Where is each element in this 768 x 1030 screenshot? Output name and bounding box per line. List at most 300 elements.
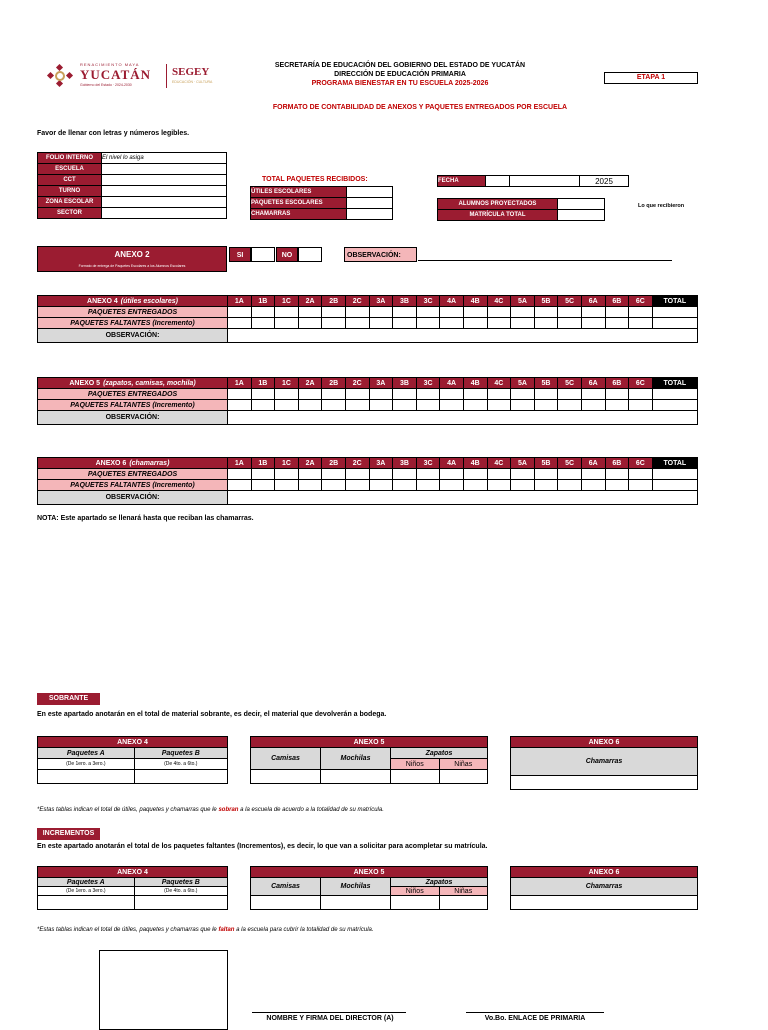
cct-field[interactable] <box>102 175 227 186</box>
anexo4-entregados-cell-6A[interactable] <box>581 307 605 318</box>
enlace-signature-line[interactable] <box>466 1012 604 1013</box>
anexo6-group-3C: 3C <box>416 458 440 469</box>
anexo5-total-header: TOTAL <box>652 378 697 389</box>
incrementos-pb-field[interactable] <box>134 896 227 910</box>
anexo4-group-6C: 6C <box>629 296 653 307</box>
anexo5-group-3B: 3B <box>393 378 417 389</box>
anexo5-faltantes-cell-5A[interactable] <box>511 400 535 411</box>
anexo4-group-2B: 2B <box>322 296 346 307</box>
instruction: Favor de llenar con letras y números legibles. <box>37 130 190 137</box>
sobrante-pb-sub: (De 4to. a 6to.) <box>134 759 227 770</box>
anexo6-group-5C: 5C <box>558 458 582 469</box>
anexo4-entregados-cell-4A[interactable] <box>440 307 464 318</box>
incrementos-pa: Paquetes A <box>38 878 135 887</box>
anexo6-entregados-cell-4B[interactable] <box>463 469 487 480</box>
totals-table <box>250 186 393 220</box>
anexo5-faltantes-cell-2B[interactable] <box>322 400 346 411</box>
anexo4-observacion-field[interactable] <box>228 329 698 343</box>
anexo4-row-entregados: PAQUETES ENTREGADOS <box>38 307 228 318</box>
sobrante-ninos-field[interactable] <box>391 770 440 784</box>
anexo4-group-3B: 3B <box>393 296 417 307</box>
sobrante-anexo6-table <box>510 736 698 790</box>
anexo6-entregados-cell-1A[interactable] <box>228 469 252 480</box>
sobrante-ninos: Niños <box>391 759 440 770</box>
anexo6-entregados-cell-2B[interactable] <box>322 469 346 480</box>
anexo6-subtitle: (chamarras) <box>129 459 170 467</box>
anexo5-group-2B: 2B <box>322 378 346 389</box>
anexo4-entregados-cell-2A[interactable] <box>298 307 322 318</box>
logo-agency: SEGEY <box>172 66 210 78</box>
anexo5-row-faltantes: PAQUETES FALTANTES (Incremento) <box>38 400 228 411</box>
anexo5-group-6A: 6A <box>581 378 605 389</box>
incrementos-pb: Paquetes B <box>134 878 227 887</box>
matricula-label: MATRÍCULA TOTAL <box>438 210 558 221</box>
anexo2-no-checkbox[interactable] <box>298 247 322 262</box>
anexo4-faltantes-cell-5C[interactable] <box>558 318 582 329</box>
sobrante-anexo4-table <box>37 736 228 784</box>
anexo4-faltantes-cell-5A[interactable] <box>511 318 535 329</box>
anexo6-faltantes-cell-5A[interactable] <box>511 480 535 491</box>
incrementos-chamarras-field[interactable] <box>511 896 698 910</box>
sobrante-anexo5-table <box>250 736 488 784</box>
anexo5-faltantes-total[interactable] <box>652 400 697 411</box>
anexo5-faltantes-cell-2C[interactable] <box>345 400 369 411</box>
anexo5-group-5A: 5A <box>511 378 535 389</box>
paquetes-label: PAQUETES ESCOLARES <box>251 198 347 209</box>
anexo4-faltantes-cell-2A[interactable] <box>298 318 322 329</box>
anexo4-group-4B: 4B <box>463 296 487 307</box>
anexo5-group-1C: 1C <box>275 378 299 389</box>
anexo5-faltantes-cell-3A[interactable] <box>369 400 393 411</box>
anexo5-entregados-cell-3A[interactable] <box>369 389 393 400</box>
anexo4-faltantes-cell-5B[interactable] <box>534 318 558 329</box>
anexo4-faltantes-cell-6C[interactable] <box>629 318 653 329</box>
incrementos-pa-field[interactable] <box>38 896 135 910</box>
anexo6-entregados-cell-2A[interactable] <box>298 469 322 480</box>
sobrante-camisas-field[interactable] <box>251 770 321 784</box>
anexo4-group-2C: 2C <box>345 296 369 307</box>
sobrante-ninas-field[interactable] <box>439 770 488 784</box>
anexo6-faltantes-cell-6A[interactable] <box>581 480 605 491</box>
nota: NOTA: Este apartado se llenará hasta que reciban las chamarras. <box>37 515 254 522</box>
anexo2-no-label: NO <box>276 247 298 262</box>
anexo6-entregados-cell-6A[interactable] <box>581 469 605 480</box>
anexo5-group-2C: 2C <box>345 378 369 389</box>
incrementos-note-pre: *Estas tablas indican el total de útiles, paquetes y chamarras que le <box>37 927 219 933</box>
anexo4-grid <box>37 295 698 343</box>
date-table <box>437 175 629 187</box>
anexo4-entregados-cell-3A[interactable] <box>369 307 393 318</box>
incrementos-mochilas: Mochilas <box>321 878 391 896</box>
sobrante-note-pre: *Estas tablas indican el total de útiles, paquetes y chamarras que le <box>37 807 219 813</box>
anexo4-entregados-cell-1B[interactable] <box>251 307 275 318</box>
paquetes-field[interactable] <box>347 198 393 209</box>
anexo6-entregados-cell-4C[interactable] <box>487 469 511 480</box>
anexo5-group-1B: 1B <box>251 378 275 389</box>
anexo5-observacion-field[interactable] <box>228 411 698 425</box>
anexo5-group-1A: 1A <box>228 378 252 389</box>
header-line2: DIRECCIÓN DE EDUCACIÓN PRIMARIA <box>334 71 466 78</box>
anexo5-group-5B: 5B <box>534 378 558 389</box>
anexo4-faltantes-cell-4A[interactable] <box>440 318 464 329</box>
anexo6-group-2C: 2C <box>345 458 369 469</box>
anexo6-entregados-cell-1B[interactable] <box>251 469 275 480</box>
anexo6-total-header: TOTAL <box>652 458 697 469</box>
sobrante-zapatos: Zapatos <box>391 748 488 759</box>
turno-label: TURNO <box>38 186 102 197</box>
anexo6-entregados-total[interactable] <box>652 469 697 480</box>
anexo4-entregados-cell-5A[interactable] <box>511 307 535 318</box>
incrementos-ninas-field[interactable] <box>439 896 488 910</box>
sobrante-a4-title: ANEXO 4 <box>38 737 228 748</box>
anexo4-group-3C: 3C <box>416 296 440 307</box>
total-received-title: TOTAL PAQUETES RECIBIDOS: <box>262 176 368 183</box>
anexo6-entregados-cell-3A[interactable] <box>369 469 393 480</box>
incrementos-pb-sub: (De 4to. a 6to.) <box>134 887 227 896</box>
anexo4-faltantes-cell-3C[interactable] <box>416 318 440 329</box>
incrementos-a6-title: ANEXO 6 <box>511 867 698 878</box>
anexo6-faltantes-cell-5C[interactable] <box>558 480 582 491</box>
folio-label: FOLIO INTERNO <box>38 153 102 164</box>
anexo4-faltantes-cell-3A[interactable] <box>369 318 393 329</box>
anexo5-entregados-cell-5B[interactable] <box>534 389 558 400</box>
anexo2-obs-label: OBSERVACIÓN: <box>344 247 417 262</box>
anexo4-faltantes-cell-6B[interactable] <box>605 318 629 329</box>
anexo6-grid <box>37 457 698 505</box>
anexo4-entregados-cell-5C[interactable] <box>558 307 582 318</box>
anexo4-faltantes-cell-3B[interactable] <box>393 318 417 329</box>
anexo4-group-4A: 4A <box>440 296 464 307</box>
header-line3: PROGRAMA BIENESTAR EN TU ESCUELA 2025-2026 <box>311 80 489 87</box>
anexo6-entregados-cell-3B[interactable] <box>393 469 417 480</box>
anexo4-group-1C: 1C <box>275 296 299 307</box>
anexo5-entregados-cell-1A[interactable] <box>228 389 252 400</box>
sobrante-pb-field[interactable] <box>134 770 227 784</box>
incrementos-camisas: Camisas <box>251 878 321 896</box>
anexo6-faltantes-total[interactable] <box>652 480 697 491</box>
chamarras-label: CHAMARRAS <box>251 209 347 220</box>
incrementos-zapatos: Zapatos <box>391 878 488 887</box>
anexo4-entregados-cell-3B[interactable] <box>393 307 417 318</box>
anexo6-group-5A: 5A <box>511 458 535 469</box>
anexo5-faltantes-cell-1A[interactable] <box>228 400 252 411</box>
logo-brand: YUCATÁN <box>80 67 152 82</box>
anexo2-title-box <box>37 246 227 272</box>
incrementos-badge: INCREMENTOS <box>37 828 100 840</box>
director-signature-line[interactable] <box>252 1012 406 1013</box>
incrementos-ninos: Niños <box>391 887 440 896</box>
anexo5-faltantes-cell-5B[interactable] <box>534 400 558 411</box>
fecha-month-field[interactable] <box>510 176 580 187</box>
anexo6-faltantes-cell-1A[interactable] <box>228 480 252 491</box>
anexo6-faltantes-cell-4C[interactable] <box>487 480 511 491</box>
anexo6-entregados-cell-5C[interactable] <box>558 469 582 480</box>
anexo5-group-5C: 5C <box>558 378 582 389</box>
incrementos-anexo5-table <box>250 866 488 910</box>
incrementos-chamarras: Chamarras <box>511 878 698 896</box>
incrementos-a4-title: ANEXO 4 <box>38 867 228 878</box>
anexo5-faltantes-cell-4A[interactable] <box>440 400 464 411</box>
anexo4-group-5A: 5A <box>511 296 535 307</box>
utiles-field[interactable] <box>347 187 393 198</box>
incrementos-ninos-field[interactable] <box>391 896 440 910</box>
anexo2-subtitle: Formato de entrega de Paquetes Escolares a los Alumnos Escolares <box>78 264 186 268</box>
zona-field[interactable] <box>102 197 227 208</box>
anexo6-faltantes-cell-3A[interactable] <box>369 480 393 491</box>
anexo5-row-entregados: PAQUETES ENTREGADOS <box>38 389 228 400</box>
anexo4-entregados-cell-4C[interactable] <box>487 307 511 318</box>
anexo5-faltantes-cell-4B[interactable] <box>463 400 487 411</box>
anexo6-faltantes-cell-1C[interactable] <box>275 480 299 491</box>
sobrante-chamarras-field[interactable] <box>511 776 698 790</box>
anexo6-observacion-field[interactable] <box>228 491 698 505</box>
sobrante-mochilas-field[interactable] <box>321 770 391 784</box>
anexo4-subtitle: (útiles escolares) <box>120 297 178 305</box>
anexo6-group-1B: 1B <box>251 458 275 469</box>
anexo6-group-1A: 1A <box>228 458 252 469</box>
sobrante-a6-title: ANEXO 6 <box>511 737 698 748</box>
anexo4-faltantes-cell-2C[interactable] <box>345 318 369 329</box>
anexo5-group-4A: 4A <box>440 378 464 389</box>
logo-tagline-bottom: Gobierno del Estado · 2024-2030 <box>80 83 132 87</box>
anexo6-entregados-cell-6B[interactable] <box>605 469 629 480</box>
anexo6-faltantes-cell-4A[interactable] <box>440 480 464 491</box>
cct-label: CCT <box>38 175 102 186</box>
anexo6-entregados-cell-1C[interactable] <box>275 469 299 480</box>
anexo6-entregados-cell-2C[interactable] <box>345 469 369 480</box>
anexo6-entregados-cell-5B[interactable] <box>534 469 558 480</box>
anexo4-entregados-cell-6C[interactable] <box>629 307 653 318</box>
header-line1: SECRETARÍA DE EDUCACIÓN DEL GOBIERNO DEL ESTADO DE YUCATÁN <box>274 62 526 69</box>
anexo5-entregados-cell-2B[interactable] <box>322 389 346 400</box>
school-info-table <box>37 152 227 219</box>
escuela-label: ESCUELA <box>38 164 102 175</box>
anexo4-entregados-cell-4B[interactable] <box>463 307 487 318</box>
anexo4-entregados-cell-2C[interactable] <box>345 307 369 318</box>
anexo4-group-5B: 5B <box>534 296 558 307</box>
seal-box[interactable] <box>99 950 228 1030</box>
anexo4-group-1A: 1A <box>228 296 252 307</box>
anexo6-faltantes-cell-4B[interactable] <box>463 480 487 491</box>
anexo4-header <box>38 296 228 307</box>
form-title: FORMATO DE CONTABILIDAD DE ANEXOS Y PAQUETES ENTREGADOS POR ESCUELA <box>272 104 568 111</box>
anexo5-group-3C: 3C <box>416 378 440 389</box>
anexo4-group-4C: 4C <box>487 296 511 307</box>
anexo5-faltantes-cell-6B[interactable] <box>605 400 629 411</box>
students-table <box>437 198 605 221</box>
anexo6-group-2B: 2B <box>322 458 346 469</box>
anexo5-subtitle: (zapatos, camisas, mochila) <box>103 379 196 387</box>
anexo6-faltantes-cell-5B[interactable] <box>534 480 558 491</box>
anexo5-entregados-cell-5A[interactable] <box>511 389 535 400</box>
anexo5-faltantes-cell-4C[interactable] <box>487 400 511 411</box>
sobrante-chamarras: Chamarras <box>511 748 698 776</box>
sobrante-ninas: Niñas <box>439 759 488 770</box>
anexo5-group-4B: 4B <box>463 378 487 389</box>
anexo4-entregados-cell-1A[interactable] <box>228 307 252 318</box>
anexo4-observacion-label: OBSERVACIÓN: <box>38 329 228 343</box>
anexo6-row-entregados: PAQUETES ENTREGADOS <box>38 469 228 480</box>
anexo5-entregados-cell-4C[interactable] <box>487 389 511 400</box>
anexo4-entregados-cell-5B[interactable] <box>534 307 558 318</box>
sobrante-pa: Paquetes A <box>38 748 135 759</box>
incrementos-text: En este apartado anotarán el total de los paquetes faltantes (Incrementos), es decir, lo que van a solicitar para acompletar su matrícula. <box>37 843 488 850</box>
anexo5-group-6C: 6C <box>629 378 653 389</box>
anexo6-faltantes-cell-6B[interactable] <box>605 480 629 491</box>
incrementos-anexo6-table <box>510 866 698 910</box>
anexo6-faltantes-cell-2A[interactable] <box>298 480 322 491</box>
anexo2-si-checkbox[interactable] <box>251 247 275 262</box>
anexo4-faltantes-cell-1C[interactable] <box>275 318 299 329</box>
anexo2-si-label: SI <box>229 247 251 262</box>
alumnos-field[interactable] <box>558 199 605 210</box>
anexo5-entregados-cell-6C[interactable] <box>629 389 653 400</box>
anexo4-total-header: TOTAL <box>652 296 697 307</box>
anexo6-group-4A: 4A <box>440 458 464 469</box>
anexo5-entregados-total[interactable] <box>652 389 697 400</box>
anexo4-entregados-cell-1C[interactable] <box>275 307 299 318</box>
anexo4-faltantes-cell-4C[interactable] <box>487 318 511 329</box>
anexo5-faltantes-cell-2A[interactable] <box>298 400 322 411</box>
anexo5-entregados-cell-3B[interactable] <box>393 389 417 400</box>
sobrante-note <box>37 807 384 813</box>
anexo6-group-1C: 1C <box>275 458 299 469</box>
anexo4-faltantes-total[interactable] <box>652 318 697 329</box>
anexo5-entregados-cell-4A[interactable] <box>440 389 464 400</box>
fecha-day-field[interactable] <box>486 176 510 187</box>
zona-label: ZONA ESCOLAR <box>38 197 102 208</box>
anexo5-faltantes-cell-3B[interactable] <box>393 400 417 411</box>
anexo6-faltantes-cell-1B[interactable] <box>251 480 275 491</box>
sobrante-a5-title: ANEXO 5 <box>251 737 488 748</box>
anexo6-observacion-label: OBSERVACIÓN: <box>38 491 228 505</box>
anexo6-faltantes-cell-6C[interactable] <box>629 480 653 491</box>
escuela-field[interactable] <box>102 164 227 175</box>
turno-field[interactable] <box>102 186 227 197</box>
anexo4-group-1B: 1B <box>251 296 275 307</box>
anexo4-group-3A: 3A <box>369 296 393 307</box>
anexo6-entregados-cell-5A[interactable] <box>511 469 535 480</box>
sector-field[interactable] <box>102 208 227 219</box>
anexo4-row-faltantes: PAQUETES FALTANTES (Incremento) <box>38 318 228 329</box>
sobrante-badge: SOBRANTE <box>37 693 100 705</box>
incrementos-a5-title: ANEXO 5 <box>251 867 488 878</box>
anexo6-faltantes-cell-2B[interactable] <box>322 480 346 491</box>
anexo5-entregados-cell-2A[interactable] <box>298 389 322 400</box>
anexo5-entregados-cell-2C[interactable] <box>345 389 369 400</box>
enlace-signature-label: Vo.Bo. ENLACE DE PRIMARIA <box>484 1015 586 1022</box>
anexo6-group-6B: 6B <box>605 458 629 469</box>
anexo5-group-2A: 2A <box>298 378 322 389</box>
folio-field[interactable]: El nivel lo asiga <box>102 153 227 164</box>
incrementos-ninas: Niñas <box>439 887 488 896</box>
anexo6-entregados-cell-3C[interactable] <box>416 469 440 480</box>
anexo5-entregados-cell-3C[interactable] <box>416 389 440 400</box>
logo-divider <box>166 64 167 88</box>
anexo5-title: ANEXO 5 <box>69 379 101 387</box>
anexo5-faltantes-cell-6A[interactable] <box>581 400 605 411</box>
anexo4-entregados-cell-6B[interactable] <box>605 307 629 318</box>
anexo6-header <box>38 458 228 469</box>
anexo5-observacion-label: OBSERVACIÓN: <box>38 411 228 425</box>
anexo4-group-2A: 2A <box>298 296 322 307</box>
anexo6-faltantes-cell-3C[interactable] <box>416 480 440 491</box>
anexo5-entregados-cell-1C[interactable] <box>275 389 299 400</box>
sobrante-camisas: Camisas <box>251 748 321 770</box>
anexo6-group-4B: 4B <box>463 458 487 469</box>
anexo2-title: ANEXO 2 <box>114 250 150 259</box>
anexo5-entregados-cell-6A[interactable] <box>581 389 605 400</box>
incrementos-note-post: a la escuela para cubrir la totalidad de su matrícula. <box>234 927 374 933</box>
anexo5-group-4C: 4C <box>487 378 511 389</box>
sobrante-pa-field[interactable] <box>38 770 135 784</box>
sector-label: SECTOR <box>38 208 102 219</box>
lo-que-recibieron: Lo que recibieron <box>638 203 685 209</box>
incrementos-note <box>37 927 374 933</box>
anexo6-entregados-cell-4A[interactable] <box>440 469 464 480</box>
stage-box: ETAPA 1 <box>604 72 698 84</box>
anexo5-header <box>38 378 228 389</box>
anexo4-faltantes-cell-1A[interactable] <box>228 318 252 329</box>
director-signature-label: NOMBRE Y FIRMA DEL DIRECTOR (A) <box>266 1015 394 1022</box>
anexo4-faltantes-cell-1B[interactable] <box>251 318 275 329</box>
anexo5-entregados-cell-1B[interactable] <box>251 389 275 400</box>
yucatan-emblem-icon <box>46 64 74 88</box>
sobrante-mochilas: Mochilas <box>321 748 391 770</box>
anexo5-entregados-cell-4B[interactable] <box>463 389 487 400</box>
anexo4-group-5C: 5C <box>558 296 582 307</box>
anexo2-obs-line[interactable] <box>418 260 672 261</box>
anexo4-entregados-total[interactable] <box>652 307 697 318</box>
anexo4-entregados-cell-2B[interactable] <box>322 307 346 318</box>
anexo5-faltantes-cell-1B[interactable] <box>251 400 275 411</box>
anexo5-faltantes-cell-3C[interactable] <box>416 400 440 411</box>
anexo5-entregados-cell-6B[interactable] <box>605 389 629 400</box>
fecha-label: FECHA <box>438 176 486 187</box>
matricula-field[interactable] <box>558 210 605 221</box>
anexo6-group-3B: 3B <box>393 458 417 469</box>
anexo6-faltantes-cell-3B[interactable] <box>393 480 417 491</box>
anexo4-faltantes-cell-2B[interactable] <box>322 318 346 329</box>
anexo4-faltantes-cell-4B[interactable] <box>463 318 487 329</box>
anexo4-entregados-cell-3C[interactable] <box>416 307 440 318</box>
anexo6-group-6C: 6C <box>629 458 653 469</box>
incrementos-pa-sub: (De 1ero. a 3ero.) <box>38 887 135 896</box>
incrementos-mochilas-field[interactable] <box>321 896 391 910</box>
anexo6-faltantes-cell-2C[interactable] <box>345 480 369 491</box>
anexo5-entregados-cell-5C[interactable] <box>558 389 582 400</box>
incrementos-camisas-field[interactable] <box>251 896 321 910</box>
chamarras-field[interactable] <box>347 209 393 220</box>
sobrante-note-key: sobran <box>218 807 239 813</box>
anexo6-group-5B: 5B <box>534 458 558 469</box>
anexo4-faltantes-cell-6A[interactable] <box>581 318 605 329</box>
anexo6-title: ANEXO 6 <box>95 459 127 467</box>
anexo5-faltantes-cell-6C[interactable] <box>629 400 653 411</box>
anexo6-group-2A: 2A <box>298 458 322 469</box>
anexo5-group-3A: 3A <box>369 378 393 389</box>
sobrante-pa-sub: (De 1ero. a 3ero.) <box>38 759 135 770</box>
anexo5-faltantes-cell-1C[interactable] <box>275 400 299 411</box>
anexo5-faltantes-cell-5C[interactable] <box>558 400 582 411</box>
sobrante-pb: Paquetes B <box>134 748 227 759</box>
anexo6-entregados-cell-6C[interactable] <box>629 469 653 480</box>
anexo6-row-faltantes: PAQUETES FALTANTES (Incremento) <box>38 480 228 491</box>
anexo5-grid <box>37 377 698 425</box>
anexo4-group-6A: 6A <box>581 296 605 307</box>
fecha-year-field[interactable]: 2025 <box>580 176 629 187</box>
logo-agency-sub: EDUCACIÓN · CULTURA <box>172 80 213 84</box>
